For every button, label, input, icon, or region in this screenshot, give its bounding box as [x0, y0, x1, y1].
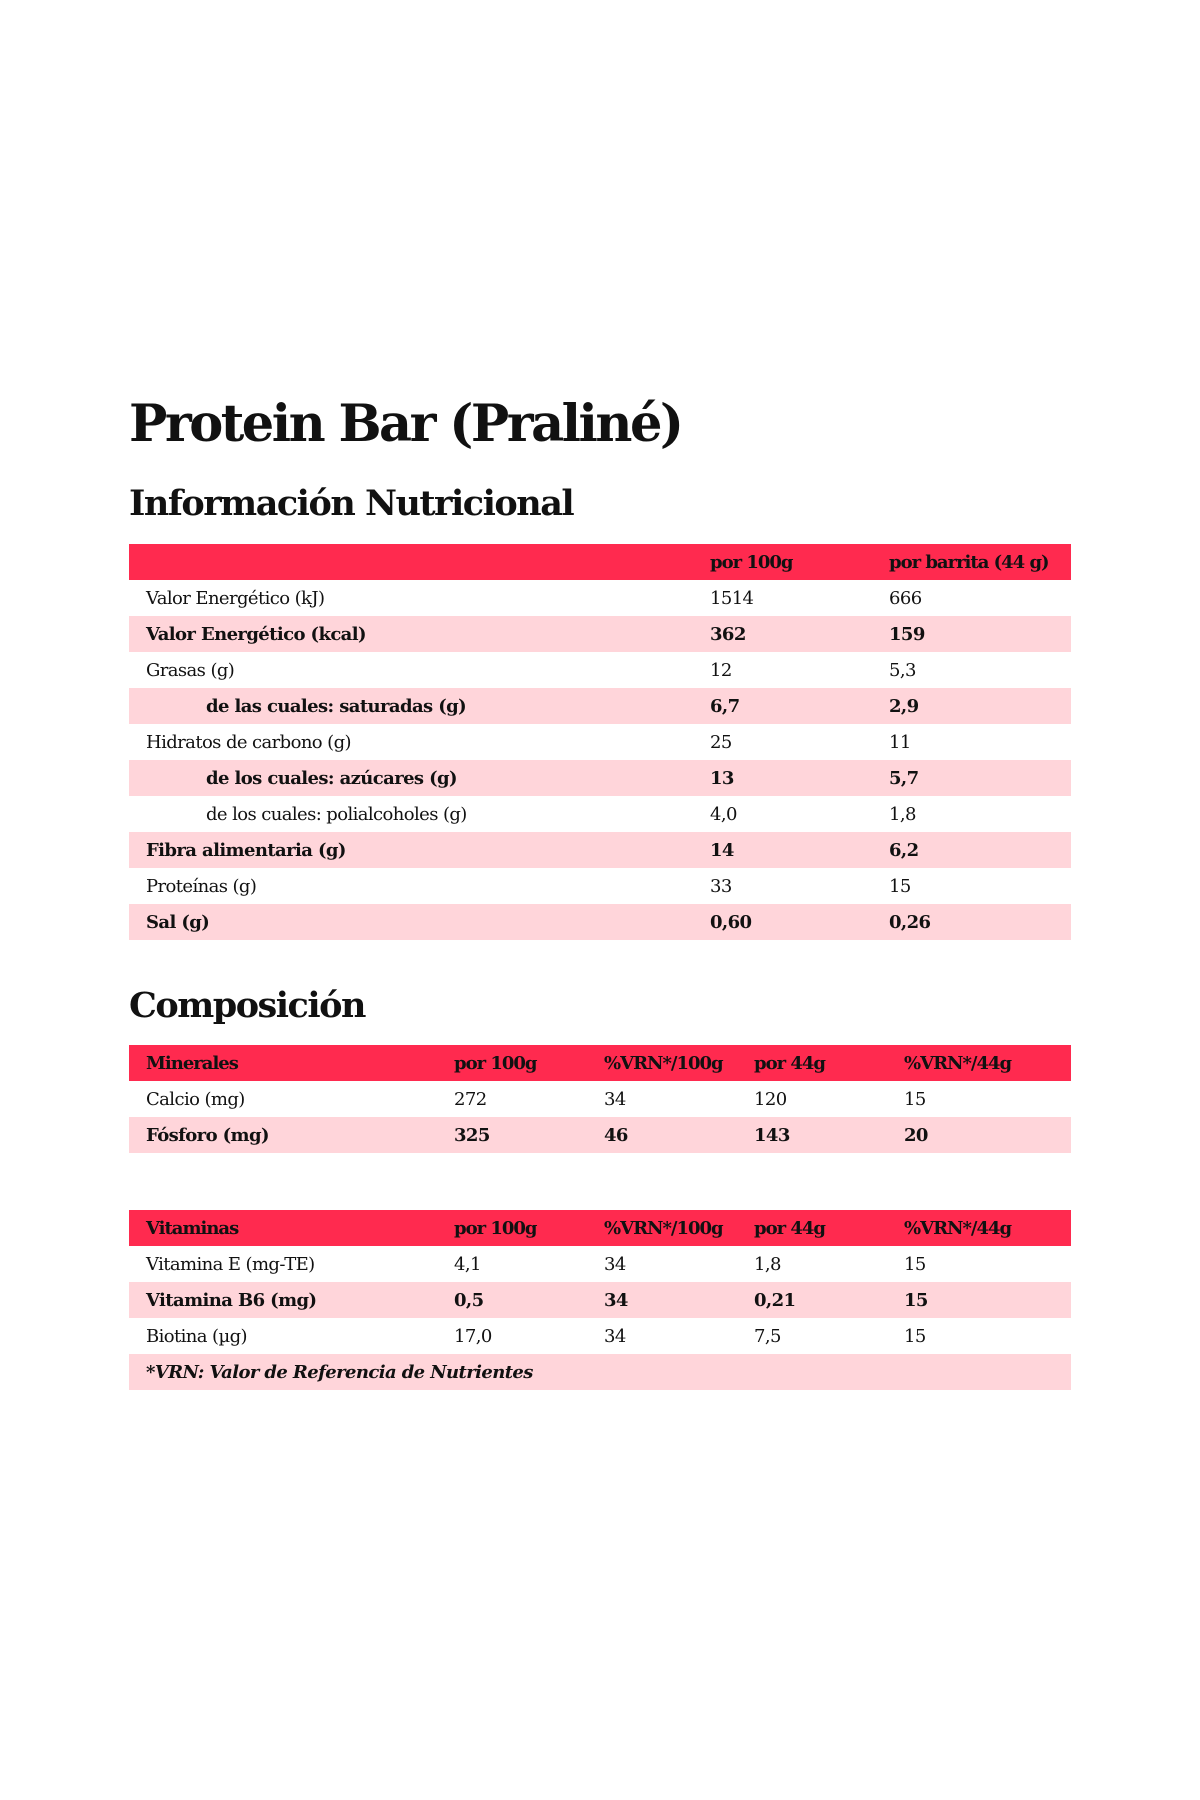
composition-heading: Composición	[129, 985, 365, 1026]
value-per-bar: 6,2	[889, 839, 919, 861]
nutrition-sheet	[129, 385, 1071, 1390]
column-header: por 44g	[754, 1052, 825, 1074]
column-header: por 44g	[754, 1217, 825, 1239]
vrn-per-44g: 15	[904, 1253, 926, 1275]
column-header: %VRN*/100g	[604, 1217, 723, 1239]
vrn-per-100g: 34	[604, 1289, 628, 1311]
vitamin-label: Vitamina B6 (mg)	[146, 1289, 317, 1311]
table-row	[129, 724, 1071, 760]
column-header: por 100g	[710, 551, 793, 573]
vrn-per-44g: 15	[904, 1088, 926, 1110]
vrn-per-100g: 34	[604, 1088, 626, 1110]
table-row	[129, 904, 1071, 940]
value-per-bar: 0,26	[889, 911, 931, 933]
table-row	[129, 1282, 1071, 1318]
value-per-bar: 2,9	[889, 695, 919, 717]
column-header: por 100g	[454, 1052, 537, 1074]
nutrition-info-table	[129, 544, 1071, 940]
value-per-100g: 1514	[710, 587, 754, 609]
value-per-bar: 1,8	[889, 803, 916, 825]
value-per-bar: 5,7	[889, 767, 919, 789]
vitamins-table	[129, 1210, 1071, 1390]
vrn-per-100g: 34	[604, 1325, 626, 1347]
nutrition-info-heading: Información Nutricional	[129, 483, 574, 524]
table-row	[129, 688, 1071, 724]
value-per-100g: 17,0	[454, 1325, 492, 1347]
vitamin-label: Biotina (µg)	[146, 1325, 247, 1347]
table-row	[129, 868, 1071, 904]
table-row	[129, 1246, 1071, 1282]
value-per-100g: 362	[710, 623, 746, 645]
value-per-44g: 7,5	[754, 1325, 781, 1347]
nutrient-label: Grasas (g)	[146, 659, 235, 681]
value-per-100g: 25	[710, 731, 732, 753]
footnote-row	[129, 1354, 1071, 1390]
vrn-per-44g: 20	[904, 1124, 928, 1146]
value-per-100g: 14	[710, 839, 734, 861]
value-per-bar: 5,3	[889, 659, 916, 681]
table-row	[129, 580, 1071, 616]
minerals-table	[129, 1045, 1071, 1153]
value-per-bar: 159	[889, 623, 925, 645]
column-header: por barrita (44 g)	[889, 551, 1049, 573]
value-per-bar: 666	[889, 587, 922, 609]
vrn-footnote: *VRN: Valor de Referencia de Nutrientes	[146, 1361, 533, 1383]
column-header: por 100g	[454, 1217, 537, 1239]
vrn-per-44g: 15	[904, 1325, 926, 1347]
vrn-per-44g: 15	[904, 1289, 928, 1311]
value-per-100g: 33	[710, 875, 732, 897]
nutrient-label: Sal (g)	[146, 911, 210, 933]
value-per-100g: 272	[454, 1088, 487, 1110]
column-header	[129, 544, 710, 580]
table-row	[129, 652, 1071, 688]
column-header: %VRN*/100g	[604, 1052, 723, 1074]
value-per-44g: 143	[754, 1124, 790, 1146]
value-per-44g: 120	[754, 1088, 787, 1110]
vrn-per-100g: 46	[604, 1124, 628, 1146]
nutrient-label: Proteínas (g)	[146, 875, 257, 897]
table-row	[129, 796, 1071, 832]
vrn-per-100g: 34	[604, 1253, 626, 1275]
value-per-bar: 15	[889, 875, 911, 897]
table-row	[129, 1318, 1071, 1354]
table-row	[129, 760, 1071, 796]
table-row	[129, 832, 1071, 868]
column-header: %VRN*/44g	[904, 1052, 1012, 1074]
page-title: Protein Bar (Praliné)	[129, 394, 682, 454]
column-header: %VRN*/44g	[904, 1217, 1012, 1239]
table-row	[129, 1117, 1071, 1153]
nutrient-label: de las cuales: saturadas (g)	[206, 695, 467, 717]
column-header: Vitaminas	[146, 1217, 239, 1239]
nutrient-label: Valor Energético (kcal)	[146, 623, 366, 645]
nutrient-label: Hidratos de carbono (g)	[146, 731, 351, 753]
value-per-100g: 6,7	[710, 695, 740, 717]
table-header-row	[129, 1045, 1071, 1081]
value-per-100g: 12	[710, 659, 732, 681]
table-header-row	[129, 1210, 1071, 1246]
value-per-100g: 0,60	[710, 911, 752, 933]
value-per-44g: 0,21	[754, 1289, 796, 1311]
mineral-label: Fósforo (mg)	[146, 1124, 269, 1146]
table-row	[129, 1081, 1071, 1117]
vitamin-label: Vitamina E (mg-TE)	[146, 1253, 315, 1275]
nutrient-label: de los cuales: azúcares (g)	[206, 767, 457, 789]
value-per-100g: 4,0	[710, 803, 737, 825]
value-per-100g: 325	[454, 1124, 490, 1146]
nutrient-label: de los cuales: polialcoholes (g)	[206, 803, 467, 825]
value-per-100g: 0,5	[454, 1289, 484, 1311]
value-per-bar: 11	[889, 731, 911, 753]
value-per-44g: 1,8	[754, 1253, 781, 1275]
mineral-label: Calcio (mg)	[146, 1088, 245, 1110]
nutrient-label: Valor Energético (kJ)	[146, 587, 325, 609]
value-per-100g: 4,1	[454, 1253, 481, 1275]
column-header: Minerales	[146, 1052, 238, 1074]
value-per-100g: 13	[710, 767, 734, 789]
table-header-row	[129, 544, 1071, 580]
table-row	[129, 616, 1071, 652]
nutrient-label: Fibra alimentaria (g)	[146, 839, 346, 861]
